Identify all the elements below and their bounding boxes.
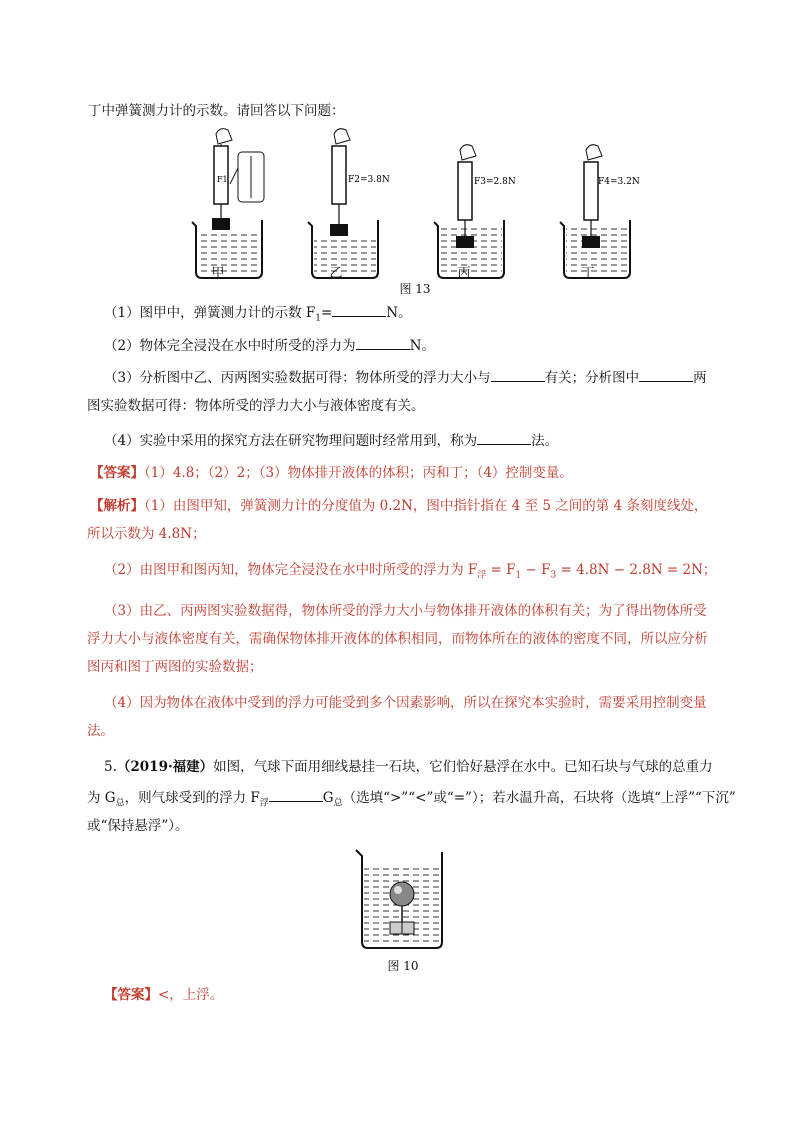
question-3-cont: 图实验数据可得：物体所受的浮力大小与液体密度有关。 [87, 398, 425, 414]
fig13-caption: 图 13 [399, 282, 431, 296]
reading-yi: F2=3.8N [348, 175, 390, 185]
question-5-line-3: 或“保持悬浮”）。 [87, 818, 189, 834]
question-2: （2）物体完全浸没在水中时所受的浮力为 N。 [104, 335, 435, 356]
answer-blank[interactable] [269, 787, 323, 802]
answer-blank[interactable] [332, 302, 386, 317]
analysis-line-3: （2）由图甲和图丙知，物体完全浸没在水中时所受的浮力为 $F_浮 = F_1 - F_3 = 4.8N - 2.8N = 2N$； [104, 562, 717, 581]
answer-blank[interactable] [356, 335, 410, 350]
answer-blank[interactable] [477, 430, 531, 445]
figure-13 [180, 124, 640, 284]
question-5-line-1: 5.（2019·福建）如图，气球下面用细线悬挂一石块，它们恰好悬浮在水中。已知石块与气球的总重力 [104, 759, 713, 775]
analysis-line-1: 【解析】（1）由图甲知，弹簧测力计的分度值为 0.2N，图中指针指在 4 至 5 之间的第 4 条刻度线处， [90, 498, 708, 514]
answer-1: 【答案】（1）4.8；（2）2；（3）物体排开液体的体积；丙和丁；（4）控制变量。 [90, 465, 573, 481]
fig10-caption: 图 10 [387, 959, 419, 973]
question-4: （4）实验中采用的探究方法在研究物理问题时经常用到，称为 法。 [104, 430, 558, 451]
analysis-line-4: （3）由乙、丙两图实验数据得，物体所受的浮力大小与物体排开液体的体积有关；为了得出物体所受 [104, 603, 707, 619]
setup-ding [560, 145, 640, 278]
figure-10 [352, 848, 452, 956]
label-bing: 丙 [457, 266, 471, 281]
setup-bing [434, 145, 516, 278]
setup-jia [192, 129, 264, 278]
reading-bing: F3=2.8N [474, 177, 516, 187]
answer-blank[interactable] [639, 367, 693, 382]
label-yi: 乙 [329, 266, 343, 281]
f1-label: F1 [217, 175, 228, 184]
question-1: （1）图甲中，弹簧测力计的示数 $F_1= N$。 [104, 302, 412, 329]
analysis-line-7: （4）因为物体在液体中受到的浮力可能受到多个因素影响，所以在探究本实验时，需要采用控制变量 [104, 695, 707, 711]
question-5-line-2: 为 $G_总$，则气球受到的浮力 $F_浮$ $G_总$（选填“>”“<”或“=”）；若水温升高，石块将（选填“上浮”“下沉” [87, 787, 736, 814]
analysis-line-5: 浮力大小与液体密度有关，需确保物体排开液体的体积相同，而物体所在的液体的密度不同，所以应分析 [87, 631, 708, 647]
label-ding: 丁 [581, 266, 595, 281]
analysis-line-8: 法。 [87, 723, 114, 739]
reading-ding: F4=3.2N [598, 177, 640, 187]
answer-blank[interactable] [491, 367, 545, 382]
intro-text: 丁中弹簧测力计的示数。请回答以下问题： [88, 103, 345, 119]
analysis-line-6: 图丙和图丁两图的实验数据； [87, 659, 263, 675]
answer-2: 【答案】<，上浮。 [104, 987, 224, 1003]
question-3: （3）分析图中乙、丙两图实验数据可得：物体所受的浮力大小与 有关；分析图中 两 [104, 367, 707, 388]
analysis-line-2: 所以示数为 4.8N； [87, 526, 206, 542]
setup-yi [308, 129, 390, 278]
label-jia: 甲 [211, 266, 225, 281]
